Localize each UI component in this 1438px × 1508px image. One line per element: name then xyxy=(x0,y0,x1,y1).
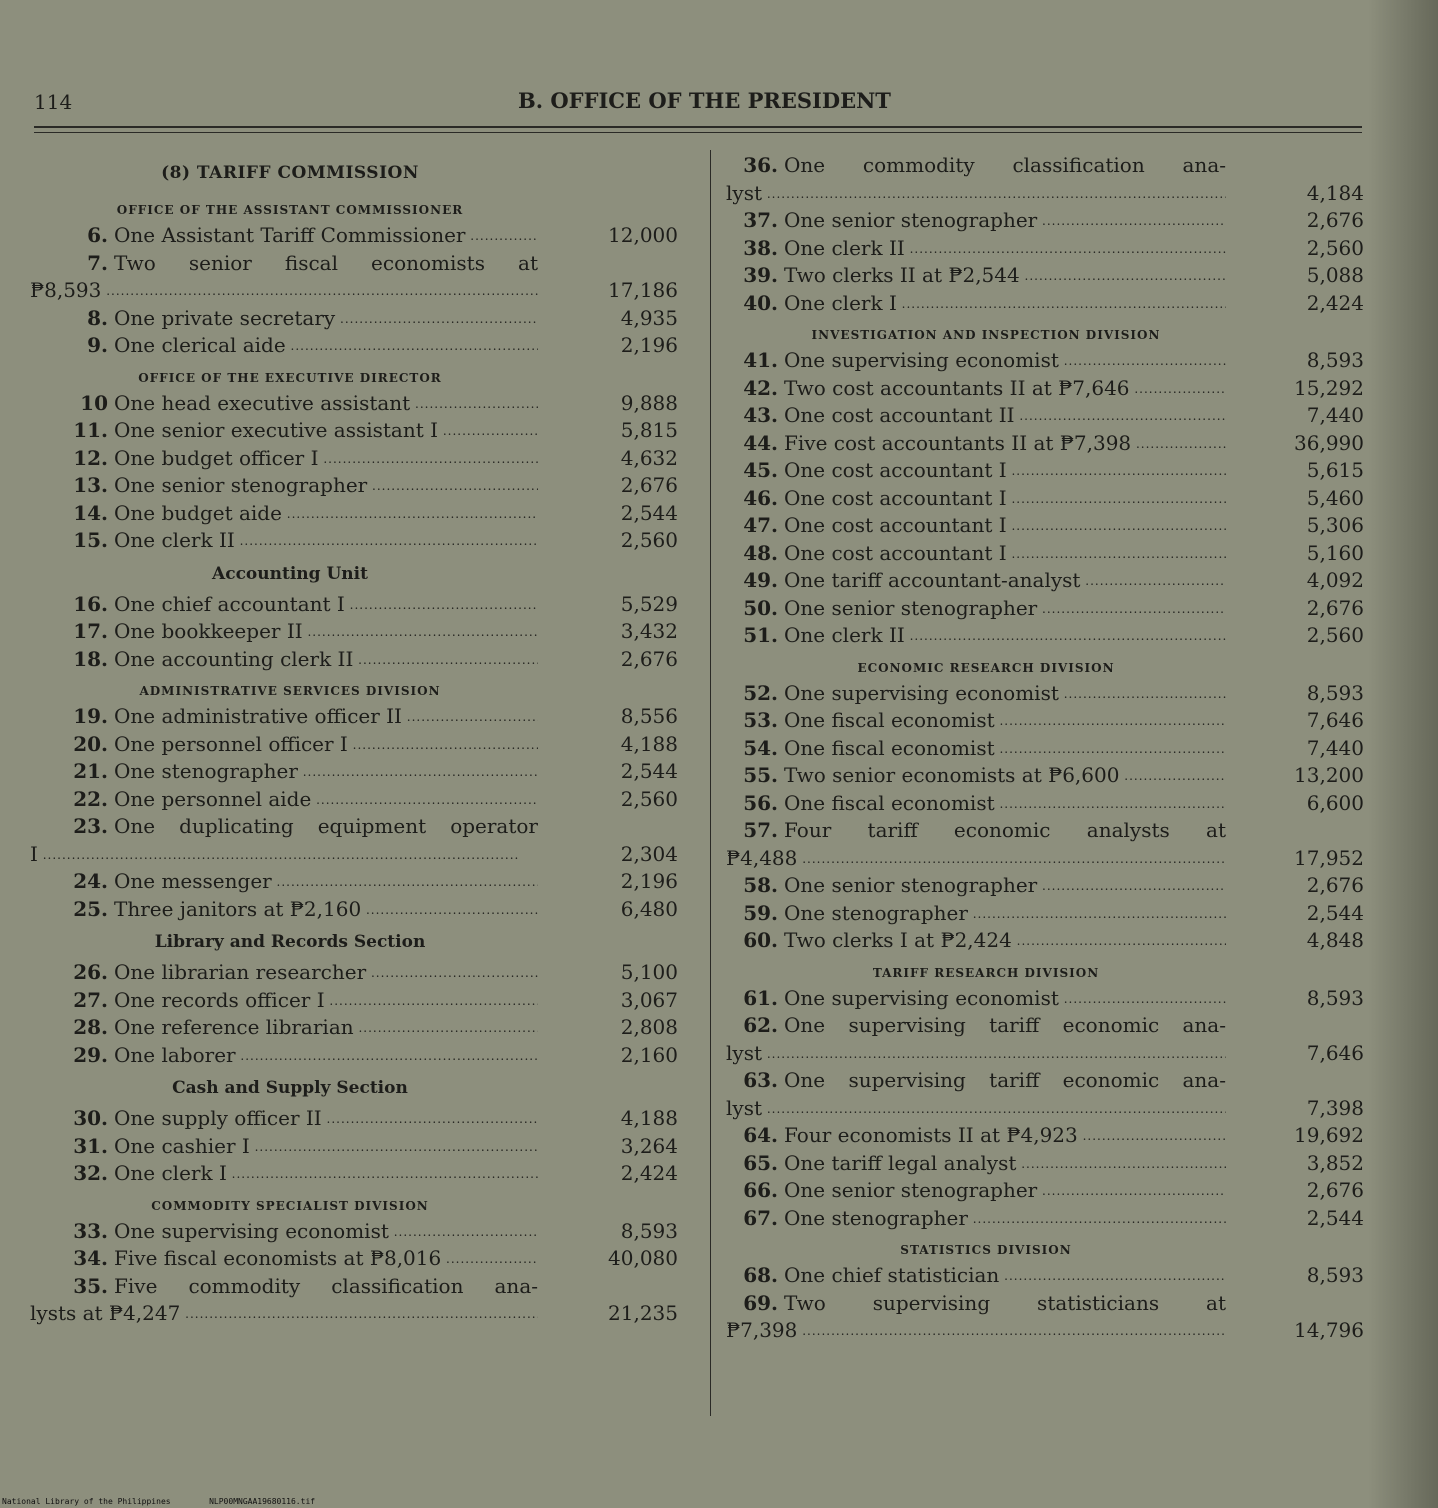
line-item: 68. One chief statistician ..... 8,593 xyxy=(726,1262,1376,1290)
line-item: 17. One bookkeeper II ..... 3,432 xyxy=(30,618,690,646)
line-item: 36. One commodity classification ana- ..... lyst ..... 4,184 xyxy=(726,152,1376,207)
line-item: 26. One librarian researcher ..... 5,100 xyxy=(30,959,690,987)
running-head: B. OFFICE OF THE PRESIDENT xyxy=(518,88,891,113)
line-item: 10 One head executive assistant ..... 9,888 xyxy=(30,390,690,418)
subsection-heading: ECONOMIC RESEARCH DIVISION xyxy=(857,660,1115,675)
line-item: 35. Five commodity classification ana- ..... lysts at ₱4,247 ..... 21,235 xyxy=(30,1273,690,1328)
line-item: 13. One senior stenographer ..... 2,676 xyxy=(30,472,690,500)
page-header xyxy=(34,86,1364,118)
line-item: 34. Five fiscal economists at ₱8,016 ..... 40,080 xyxy=(30,1245,690,1273)
line-item: 23. One duplicating equipment operator ..... I ..... 2,304 xyxy=(30,813,690,868)
line-item: 50. One senior stenographer ..... 2,676 xyxy=(726,595,1376,623)
line-item: 14. One budget aide ..... 2,544 xyxy=(30,500,690,528)
line-item: 65. One tariff legal analyst ..... 3,852 xyxy=(726,1150,1376,1178)
line-item: 64. Four economists II at ₱4,923 ..... 19,692 xyxy=(726,1122,1376,1150)
page-edge-shadow xyxy=(1368,0,1438,1508)
line-item: 6. One Assistant Tariff Commissioner ..... 12,000 xyxy=(30,222,690,250)
line-item: 69. Two supervising statisticians at ..... ₱7,398 ..... 14,796 xyxy=(726,1290,1376,1345)
subsection-heading: TARIFF RESEARCH DIVISION xyxy=(872,965,1100,980)
subsection-heading: Cash and Supply Section xyxy=(172,1078,408,1098)
line-item: 56. One fiscal economist ..... 6,600 xyxy=(726,790,1376,818)
line-item: 47. One cost accountant I ..... 5,306 xyxy=(726,512,1376,540)
subsection-heading: OFFICE OF THE EXECUTIVE DIRECTOR xyxy=(138,370,442,385)
line-item: 31. One cashier I ..... 3,264 xyxy=(30,1133,690,1161)
line-item: 20. One personnel officer I ..... 4,188 xyxy=(30,731,690,759)
line-item: 21. One stenographer ..... 2,544 xyxy=(30,758,690,786)
left-column xyxy=(30,152,690,1328)
line-item: 41. One supervising economist ..... 8,593 xyxy=(726,347,1376,375)
subsection-heading: COMMODITY SPECIALIST DIVISION xyxy=(151,1198,429,1213)
line-item: 19. One administrative officer II ..... 8,556 xyxy=(30,703,690,731)
line-item: 49. One tariff accountant-analyst ..... 4,092 xyxy=(726,567,1376,595)
line-item: 27. One records officer I ..... 3,067 xyxy=(30,987,690,1015)
line-item: 24. One messenger ..... 2,196 xyxy=(30,868,690,896)
line-item: 57. Four tariff economic analysts at ..... ₱4,488 ..... 17,952 xyxy=(726,817,1376,872)
line-item: 30. One supply officer II ..... 4,188 xyxy=(30,1105,690,1133)
line-item: 11. One senior executive assistant I ..... 5,815 xyxy=(30,417,690,445)
line-item: 33. One supervising economist ..... 8,593 xyxy=(30,1218,690,1246)
line-item: 28. One reference librarian ..... 2,808 xyxy=(30,1014,690,1042)
line-item: 12. One budget officer I ..... 4,632 xyxy=(30,445,690,473)
line-item: 51. One clerk II ..... 2,560 xyxy=(726,622,1376,650)
line-item: 60. Two clerks I at ₱2,424 ..... 4,848 xyxy=(726,927,1376,955)
scan-footer xyxy=(2,1497,315,1506)
line-item: 32. One clerk I ..... 2,424 xyxy=(30,1160,690,1188)
line-item: 53. One fiscal economist ..... 7,646 xyxy=(726,707,1376,735)
line-item: 45. One cost accountant I ..... 5,615 xyxy=(726,457,1376,485)
line-item: 9. One clerical aide ..... 2,196 xyxy=(30,332,690,360)
line-item: 22. One personnel aide ..... 2,560 xyxy=(30,786,690,814)
column-divider xyxy=(710,150,711,1416)
line-item: 37. One senior stenographer ..... 2,676 xyxy=(726,207,1376,235)
line-item: 16. One chief accountant I ..... 5,529 xyxy=(30,591,690,619)
subsection-heading: STATISTICS DIVISION xyxy=(900,1243,1072,1257)
line-item: 7. Two senior fiscal economists at ..... ₱8,593 ..... 17,186 xyxy=(30,250,690,305)
line-item: 52. One supervising economist ..... 8,593 xyxy=(726,680,1376,708)
line-item: 54. One fiscal economist ..... 7,440 xyxy=(726,735,1376,763)
section-title: (8) TARIFF COMMISSION xyxy=(161,163,419,183)
subsection-heading: Library and Records Section xyxy=(154,932,426,952)
line-item: 25. Three janitors at ₱2,160 ..... 6,480 xyxy=(30,896,690,924)
line-item: 39. Two clerks II at ₱2,544 ..... 5,088 xyxy=(726,262,1376,290)
line-item: 61. One supervising economist ..... 8,593 xyxy=(726,985,1376,1013)
line-item: 63. One supervising tariff economic ana- ..... lyst ..... 7,398 xyxy=(726,1067,1376,1122)
line-item: 43. One cost accountant II ..... 7,440 xyxy=(726,402,1376,430)
right-column xyxy=(726,152,1376,1345)
line-item: 48. One cost accountant I ..... 5,160 xyxy=(726,540,1376,568)
line-item: 15. One clerk II ..... 2,560 xyxy=(30,527,690,555)
footer-filename: NLP00MNGAA19680116.tif xyxy=(209,1497,316,1506)
line-item: 29. One laborer ..... 2,160 xyxy=(30,1042,690,1070)
line-item: 46. One cost accountant I ..... 5,460 xyxy=(726,485,1376,513)
line-item: 66. One senior stenographer ..... 2,676 xyxy=(726,1177,1376,1205)
page-number: 114 xyxy=(34,90,73,114)
subsection-heading: ADMINISTRATIVE SERVICES DIVISION xyxy=(139,684,441,698)
line-item: 38. One clerk II ..... 2,560 xyxy=(726,235,1376,263)
line-item: 40. One clerk I ..... 2,424 xyxy=(726,290,1376,318)
line-item: 62. One supervising tariff economic ana- ..... lyst ..... 7,646 xyxy=(726,1012,1376,1067)
line-item: 8. One private secretary ..... 4,935 xyxy=(30,305,690,333)
line-item: 59. One stenographer ..... 2,544 xyxy=(726,900,1376,928)
footer-library: National Library of the Philippines xyxy=(2,1497,171,1506)
line-item: 18. One accounting clerk II ..... 2,676 xyxy=(30,646,690,674)
subsection-heading: INVESTIGATION AND INSPECTION DIVISION xyxy=(811,328,1161,342)
line-item: 55. Two senior economists at ₱6,600 ..... 13,200 xyxy=(726,762,1376,790)
line-item: 67. One stenographer ..... 2,544 xyxy=(726,1205,1376,1233)
header-rule xyxy=(34,126,1362,128)
subsection-heading: OFFICE OF THE ASSISTANT COMMISSIONER xyxy=(116,203,464,217)
subsection-heading: Accounting Unit xyxy=(212,563,368,584)
line-item: 58. One senior stenographer ..... 2,676 xyxy=(726,872,1376,900)
line-item: 44. Five cost accountants II at ₱7,398 ..... 36,990 xyxy=(726,430,1376,458)
header-rule-thin xyxy=(34,132,1362,133)
line-item: 42. Two cost accountants II at ₱7,646 ..... 15,292 xyxy=(726,375,1376,403)
